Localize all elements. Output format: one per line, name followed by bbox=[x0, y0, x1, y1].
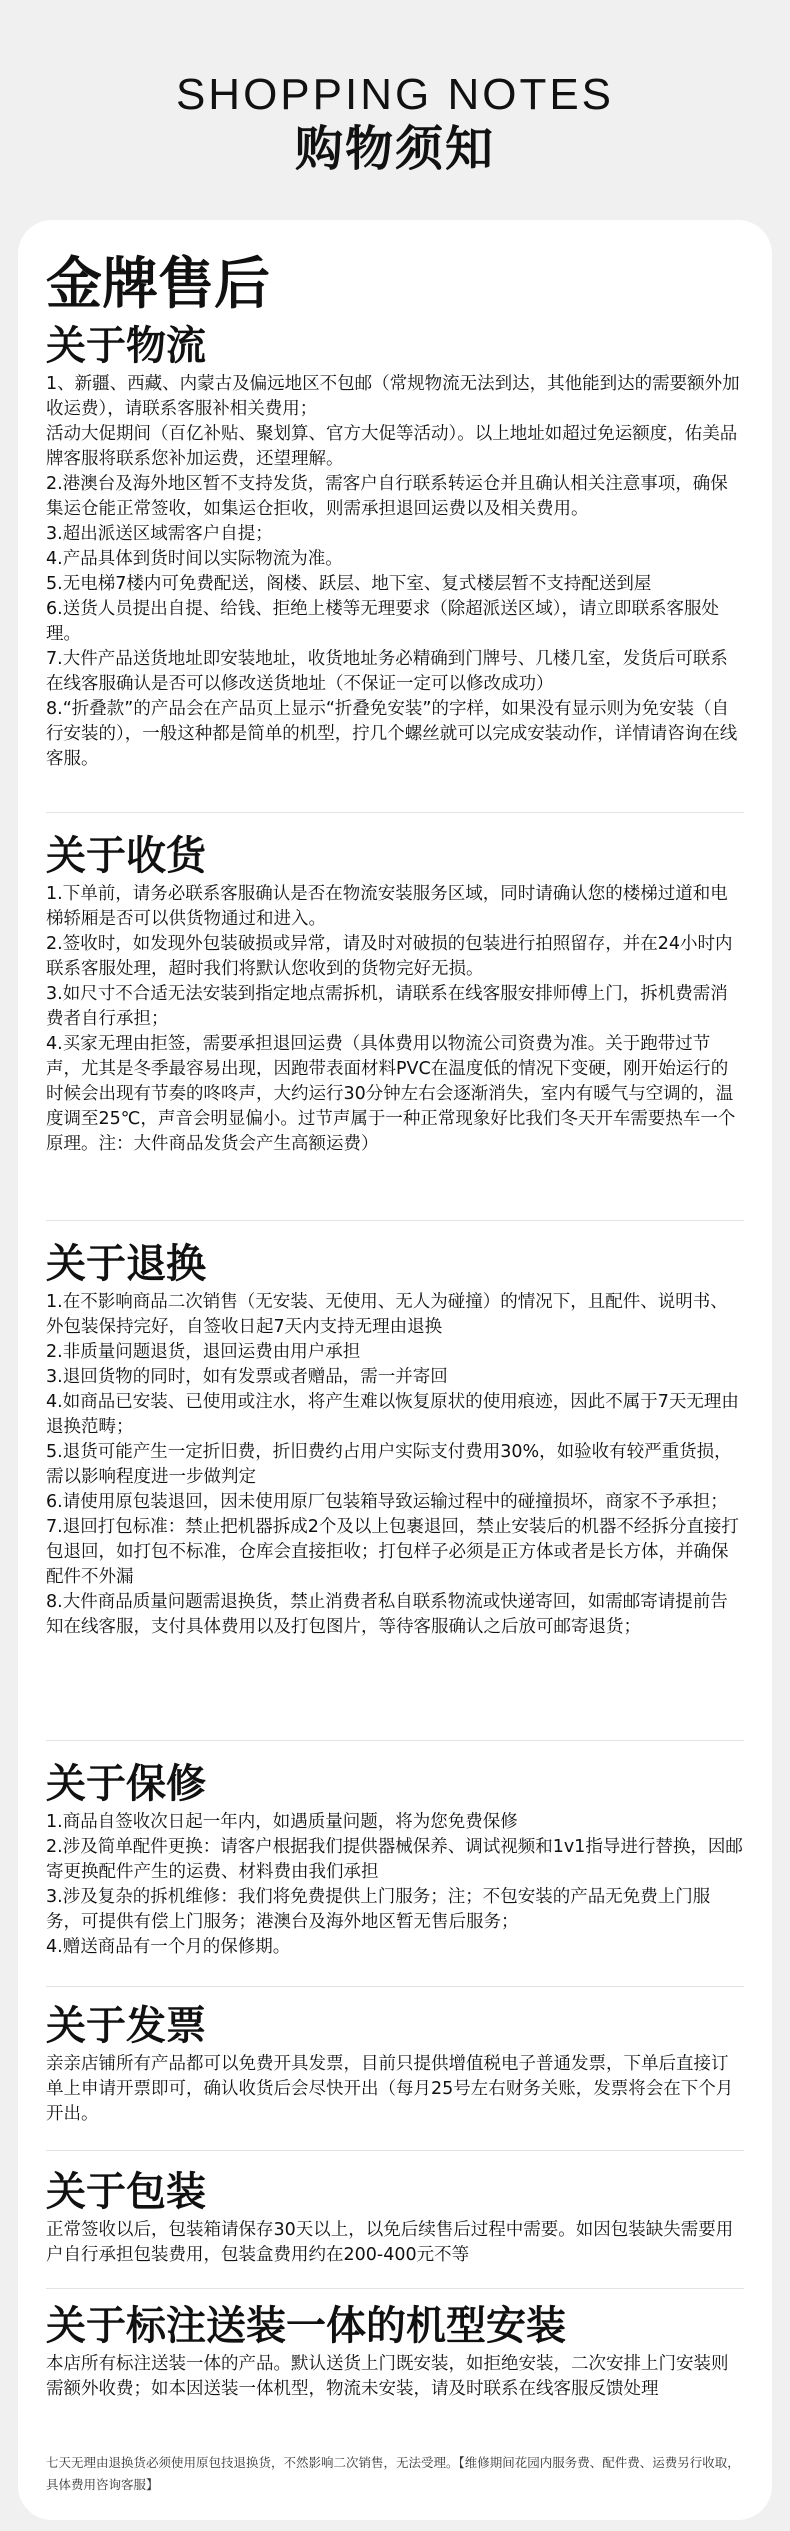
section-line: 4.产品具体到货时间以实际物流为准。 bbox=[46, 549, 343, 569]
section-divider bbox=[46, 1220, 744, 1221]
notes-card bbox=[18, 220, 772, 2520]
section-divider bbox=[46, 1986, 744, 1987]
section-title: 关于包装 bbox=[46, 2169, 206, 2215]
section-title: 关于物流 bbox=[46, 323, 206, 369]
section-line: 本店所有标注送装一体的产品。默认送货上门既安装，如拒绝安装，二次安排上门安装则需额外收费；如本因送装一体机型，物流未安装，请及时联系在线客服反馈处理 bbox=[46, 2354, 729, 2399]
section-body bbox=[46, 372, 744, 772]
section-line: 2.非质量问题退货，退回运费由用户承担 bbox=[46, 1342, 361, 1362]
section-line: 3.退回货物的同时，如有发票或者赠品，需一并寄回 bbox=[46, 1367, 448, 1387]
section-line: 1.商品自签收次日起一年内，如遇质量问题，将为您免费保修 bbox=[46, 1812, 518, 1832]
section-line: 3.涉及复杂的拆机维修：我们将免费提供上门服务；注；不包安装的产品无免费上门服务，可提供有偿上门服务；港澳台及海外地区暂无售后服务； bbox=[46, 1887, 711, 1932]
section-line: 2.涉及简单配件更换：请客户根据我们提供器械保养、调试视频和1v1指导进行替换，因邮寄更换配件产生的运费、材料费由我们承担 bbox=[46, 1837, 743, 1882]
section-title: 关于保修 bbox=[46, 1761, 206, 1807]
page-header bbox=[0, 0, 790, 177]
footnote: 七天无理由退换货必须使用原包技退换货，不然影响二次销售，无法受理。【维修期间花园内服务费、配件费、运费另行收取，具体费用咨询客服】 bbox=[46, 2455, 740, 2492]
section-line: 4.如商品已安装、已使用或注水，将产生难以恢复原状的使用痕迹，因此不属于7天无理由退换范畴； bbox=[46, 1392, 739, 1437]
section-line: 2.港澳台及海外地区暂不支持发货，需客户自行联系转运仓并且确认相关注意事项，确保集运仓能正常签收，如集运仓拒收，则需承担退回运费以及相关费用。 bbox=[46, 474, 728, 519]
section-title: 关于收货 bbox=[46, 833, 206, 879]
section-line: 3.如尺寸不合适无法安装到指定地点需拆机，请联系在线客服安排师傅上门，拆机费需消费者自行承担； bbox=[46, 984, 728, 1029]
section-warranty bbox=[46, 1760, 744, 1960]
section-line: 7.退回打包标准：禁止把机器拆成2个及以上包裹退回，禁止安装后的机器不经拆分直接打包退回，如打包不标准，仓库会直接拒收；打包样子必须是正方体或者是长方体，并确保配件不外漏 bbox=[46, 1517, 739, 1587]
section-line: 5.无电梯7楼内可免费配送，阁楼、跃层、地下室、复式楼层暂不支持配送到屋 bbox=[46, 574, 652, 594]
section-line: 1.在不影响商品二次销售（无安装、无使用、无人为碰撞）的情况下，且配件、说明书、外包装保持完好，自签收日起7天内支持无理由退换 bbox=[46, 1292, 728, 1337]
section-divider bbox=[46, 1740, 744, 1741]
section-body bbox=[46, 2352, 744, 2402]
section-packaging bbox=[46, 2168, 744, 2268]
card-title: 金牌售后 bbox=[46, 252, 270, 317]
section-receiving bbox=[46, 832, 744, 1157]
section-body bbox=[46, 2218, 744, 2268]
section-divider bbox=[46, 2288, 744, 2289]
section-title: 关于发票 bbox=[46, 2003, 206, 2049]
section-line: 活动大促期间（百亿补贴、聚划算、官方大促等活动）。以上地址如超过免运额度，佑美品牌客服将联系您补加运费，还望理解。 bbox=[46, 424, 738, 469]
section-title: 关于标注送装一体的机型安装 bbox=[46, 2303, 566, 2349]
section-line: 4.买家无理由拒签，需要承担退回运费（具体费用以物流公司资费为准。关于跑带过节声，尤其是冬季最容易出现，因跑带表面材料PVC在温度低的情况下变硬，刚开始运行的时候会出现有节奏的咚咚声，大约运行30分钟左右会逐渐消失，室内有暖气与空调的，温度调至25℃，声音会明显偏小。过节声属于一种正常现象好比我们冬天开车需要热车一个原理。注：大件商品发货会产生高额运费） bbox=[46, 1034, 736, 1154]
header-chinese-title: 购物须知 bbox=[294, 121, 495, 177]
section-body bbox=[46, 882, 744, 1157]
section-line: 亲亲店铺所有产品都可以免费开具发票，目前只提供增值税电子普通发票，下单后直接订单上申请开票即可，确认收货后会尽快开出（每月25号左右财务关账，发票将会在下个月开出。 bbox=[46, 2054, 734, 2124]
section-body bbox=[46, 2052, 744, 2127]
section-body bbox=[46, 1290, 744, 1640]
section-logistics bbox=[46, 322, 744, 772]
section-line: 6.送货人员提出自提、给钱、拒绝上楼等无理要求（除超派送区域），请立即联系客服处理。 bbox=[46, 599, 719, 644]
section-line: 8.大件商品质量问题需退换货，禁止消费者私自联系物流或快递寄回，如需邮寄请提前告知在线客服，支付具体费用以及打包图片，等待客服确认之后放可邮寄退货； bbox=[46, 1592, 728, 1637]
section-line: 5.退货可能产生一定折旧费，折旧费约占用户实际支付费用30%，如验收有较严重货损，需以影响程度进一步做判定 bbox=[46, 1442, 732, 1487]
section-returns bbox=[46, 1240, 744, 1640]
section-invoice bbox=[46, 2002, 744, 2127]
section-line: 1.下单前，请务必联系客服确认是否在物流安装服务区域，同时请确认您的楼梯过道和电梯轿厢是否可以供货物通过和进入。 bbox=[46, 884, 728, 929]
section-body bbox=[46, 1810, 744, 1960]
section-line: 4.赠送商品有一个月的保修期。 bbox=[46, 1937, 291, 1957]
section-divider bbox=[46, 812, 744, 813]
section-line: 3.超出派送区域需客户自提； bbox=[46, 524, 273, 544]
section-divider bbox=[46, 2150, 744, 2151]
section-line: 7.大件产品送货地址即安装地址，收货地址务必精确到门牌号、几楼几室，发货后可联系在线客服确认是否可以修改送货地址（不保证一定可以修改成功） bbox=[46, 649, 728, 694]
section-line: 2.签收时，如发现外包装破损或异常，请及时对破损的包装进行拍照留存，并在24小时内联系客服处理，超时我们将默认您收到的货物完好无损。 bbox=[46, 934, 733, 979]
section-line: 8.“折叠款”的产品会在产品页上显示“折叠免安装”的字样，如果没有显示则为免安装（自行安装的），一般这种都是简单的机型，拧几个螺丝就可以完成安装动作，详情请咨询在线客服。 bbox=[46, 699, 738, 769]
section-line: 正常签收以后，包装箱请保存30天以上，以免后续售后过程中需要。如因包装缺失需要用户自行承担包装费用，包装盒费用约在200-400元不等 bbox=[46, 2220, 734, 2265]
section-line: 6.请使用原包装退回，因未使用原厂包装箱导致运输过程中的碰撞损坏，商家不予承担； bbox=[46, 1492, 728, 1512]
section-title: 关于退换 bbox=[46, 1241, 206, 1287]
section-line: 1、新疆、西藏、内蒙古及偏远地区不包邮（常规物流无法到达，其他能到达的需要额外加收运费），请联系客服补相关费用； bbox=[46, 374, 740, 419]
section-installation bbox=[46, 2302, 744, 2402]
header-english-title: SHOPPING NOTES bbox=[175, 70, 615, 119]
